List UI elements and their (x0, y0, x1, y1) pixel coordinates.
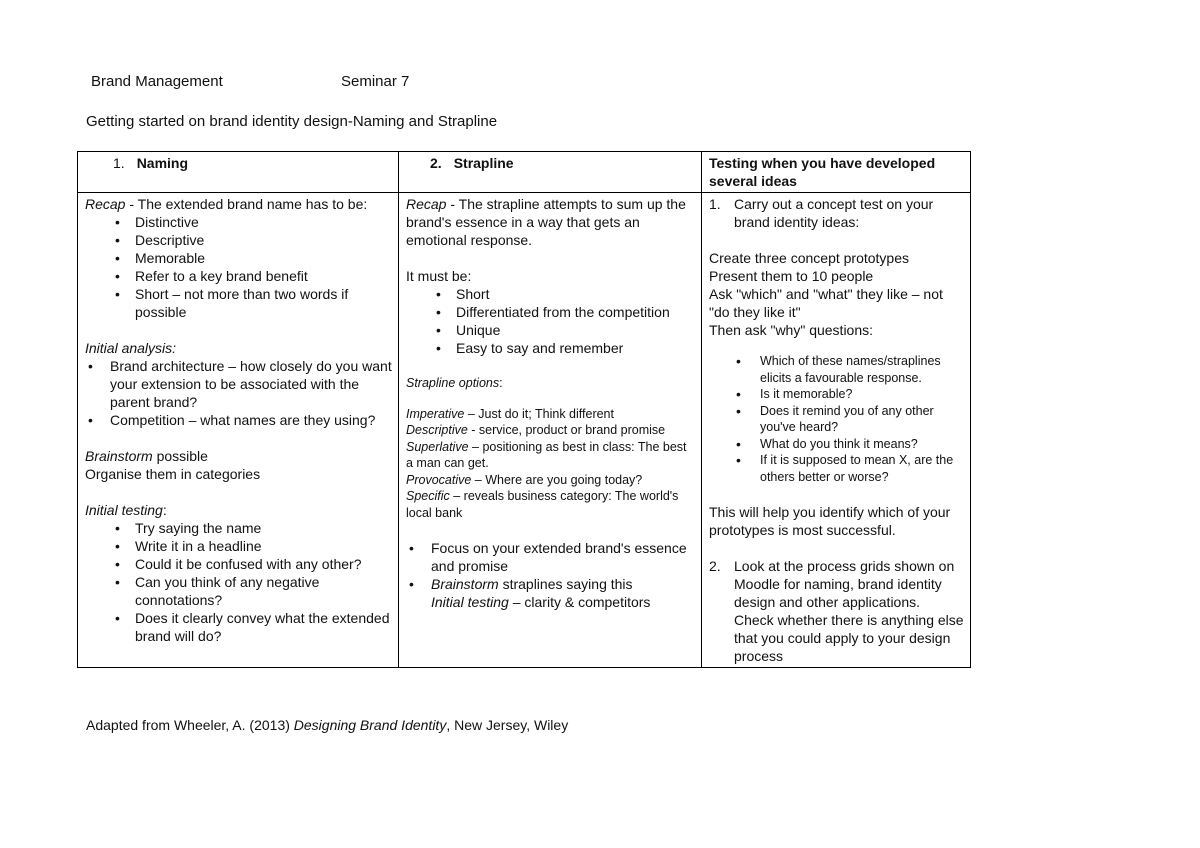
naming-recap-label: Recap (85, 196, 126, 212)
strapline-must-list (406, 285, 696, 357)
testing-questions-list (709, 353, 965, 485)
list-item: • Descriptive (85, 231, 393, 249)
naming-recap-text: - The extended brand name has to be: (125, 196, 368, 212)
header-testing: Testing when you have developed several ideas (702, 152, 971, 193)
list-item: • Distinctive (85, 213, 393, 231)
option-label: Superlative (406, 439, 469, 454)
strapline-option-specific (406, 488, 696, 521)
strapline-option-descriptive (406, 422, 696, 439)
naming-recap (85, 195, 393, 213)
testing-ask: Ask "which" and "what" they like – not "do they like it" (709, 286, 943, 320)
list-item: • Refer to a key brand benefit (85, 267, 393, 285)
source-citation (86, 717, 568, 733)
list-item: • If it is supposed to mean X, are the others better or worse? (709, 452, 965, 485)
document-subtitle: Getting started on brand identity design-Naming and Strapline (86, 113, 498, 130)
list-item: • Short (406, 285, 696, 303)
testing-step-2-number: 2. (709, 558, 721, 574)
testing-then-ask: Then ask "why" questions: (709, 322, 874, 338)
naming-brainstorm-text: possible (152, 448, 208, 464)
list-item: • Does it remind you of any other you've heard? (709, 403, 965, 436)
list-item: • Is it memorable? (709, 386, 965, 403)
naming-criteria-list (85, 213, 393, 321)
strapline-actions-list (406, 539, 696, 611)
testing-present: Present them to 10 people (709, 268, 874, 284)
list-item: • Unique (406, 321, 696, 339)
list-item: • Brand architecture – how closely do you want your extension to be associated with the parent brand? (85, 357, 393, 411)
citation-prefix: Adapted from Wheeler, A. (2013) (86, 717, 294, 733)
naming-testing-label-text: Initial testing (85, 502, 163, 518)
strapline-options-colon: : (499, 376, 503, 390)
naming-testing-list (85, 519, 393, 645)
list-item: • Write it in a headline (85, 537, 393, 555)
strapline-must-be: It must be: (406, 268, 472, 284)
naming-analysis-label-text: Initial analysis: (85, 340, 177, 356)
list-item: • Which of these names/straplines elicits a favourable response. (709, 353, 965, 386)
strapline-options-label (406, 375, 696, 392)
option-label: Imperative (406, 406, 465, 421)
list-item: • Focus on your extended brand's essence and promise (406, 539, 696, 575)
naming-testing-colon: : (162, 502, 167, 518)
option-text: – positioning as best in class: The best a man can get. (406, 439, 687, 470)
list-item: • Can you think of any negative connotations? (85, 573, 393, 609)
seminar-label: Seminar 7 (341, 73, 410, 90)
list-item: • Try saying the name (85, 519, 393, 537)
strapline-recap (406, 195, 696, 249)
strapline-cell (399, 193, 702, 668)
testing-step-1-text: Carry out a concept test on your brand identity ideas: (734, 196, 934, 230)
naming-testing-label (85, 501, 393, 519)
option-text: – Where are you going today? (471, 472, 643, 487)
naming-analysis-label (85, 339, 393, 357)
list-item: • Differentiated from the competition (406, 303, 696, 321)
testing-create: Create three concept prototypes (709, 250, 910, 266)
header-strapline (399, 152, 702, 193)
testing-step-2-text: Look at the process grids shown on Moodle for naming, brand identity design and other applications. (734, 558, 955, 610)
strapline-brainstorm-text: straplines saying this (498, 576, 633, 592)
header-strapline-label: Strapline (453, 155, 514, 171)
list-item: • Memorable (85, 249, 393, 267)
naming-analysis-list (85, 357, 393, 429)
list-item: • Short – not more than two words if possible (85, 285, 393, 321)
option-label: Descriptive (406, 423, 468, 437)
strapline-option-imperative (406, 406, 696, 423)
list-item: • Could it be confused with any other? (85, 555, 393, 573)
header-strapline-number: 2. (430, 155, 442, 171)
list-item: • Does it clearly convey what the extended brand will do? (85, 609, 393, 645)
testing-cell (702, 193, 971, 668)
testing-step-2-check: Check whether there is anything else that you could apply to your design process (734, 612, 964, 664)
header-naming-number: 1. (113, 155, 125, 171)
header-naming-label: Naming (136, 155, 189, 171)
strapline-brainstorm-label: Brainstorm (431, 576, 499, 592)
strapline-testing-label: Initial testing (431, 594, 509, 610)
option-text: – reveals business category: The world's local bank (406, 489, 679, 520)
option-label: Specific (406, 489, 450, 503)
testing-step-1-number: 1. (709, 196, 721, 212)
naming-brainstorm (85, 447, 393, 465)
testing-step-2 (709, 557, 965, 665)
header-naming (78, 152, 399, 193)
strapline-recap-text: - The strapline attempts to sum up the brand's essence in a way that gets an emotional response. (406, 196, 686, 248)
strapline-recap-label: Recap (406, 196, 447, 212)
course-title: Brand Management (91, 73, 223, 90)
brand-identity-table (77, 151, 971, 668)
list-item (406, 575, 696, 611)
citation-suffix: , New Jersey, Wiley (446, 717, 569, 733)
list-item: • What do you think it means? (709, 436, 965, 453)
strapline-option-superlative (406, 439, 696, 472)
naming-brainstorm-label: Brainstorm (85, 448, 153, 464)
citation-title: Designing Brand Identity (293, 717, 447, 733)
strapline-options-label-text: Strapline options (406, 376, 500, 390)
option-text: - service, product or brand promise (467, 423, 666, 437)
testing-help: This will help you identify which of your prototypes is most successful. (709, 504, 951, 538)
naming-cell (78, 193, 399, 668)
testing-step-1 (709, 195, 965, 231)
naming-organise: Organise them in categories (85, 466, 261, 482)
strapline-testing-text: – clarity & competitors (508, 594, 651, 610)
option-text: – Just do it; Think different (464, 406, 614, 421)
list-item: • Competition – what names are they using? (85, 411, 393, 429)
list-item: • Easy to say and remember (406, 339, 696, 357)
strapline-option-provocative (406, 472, 696, 489)
option-label: Provocative (406, 472, 472, 487)
